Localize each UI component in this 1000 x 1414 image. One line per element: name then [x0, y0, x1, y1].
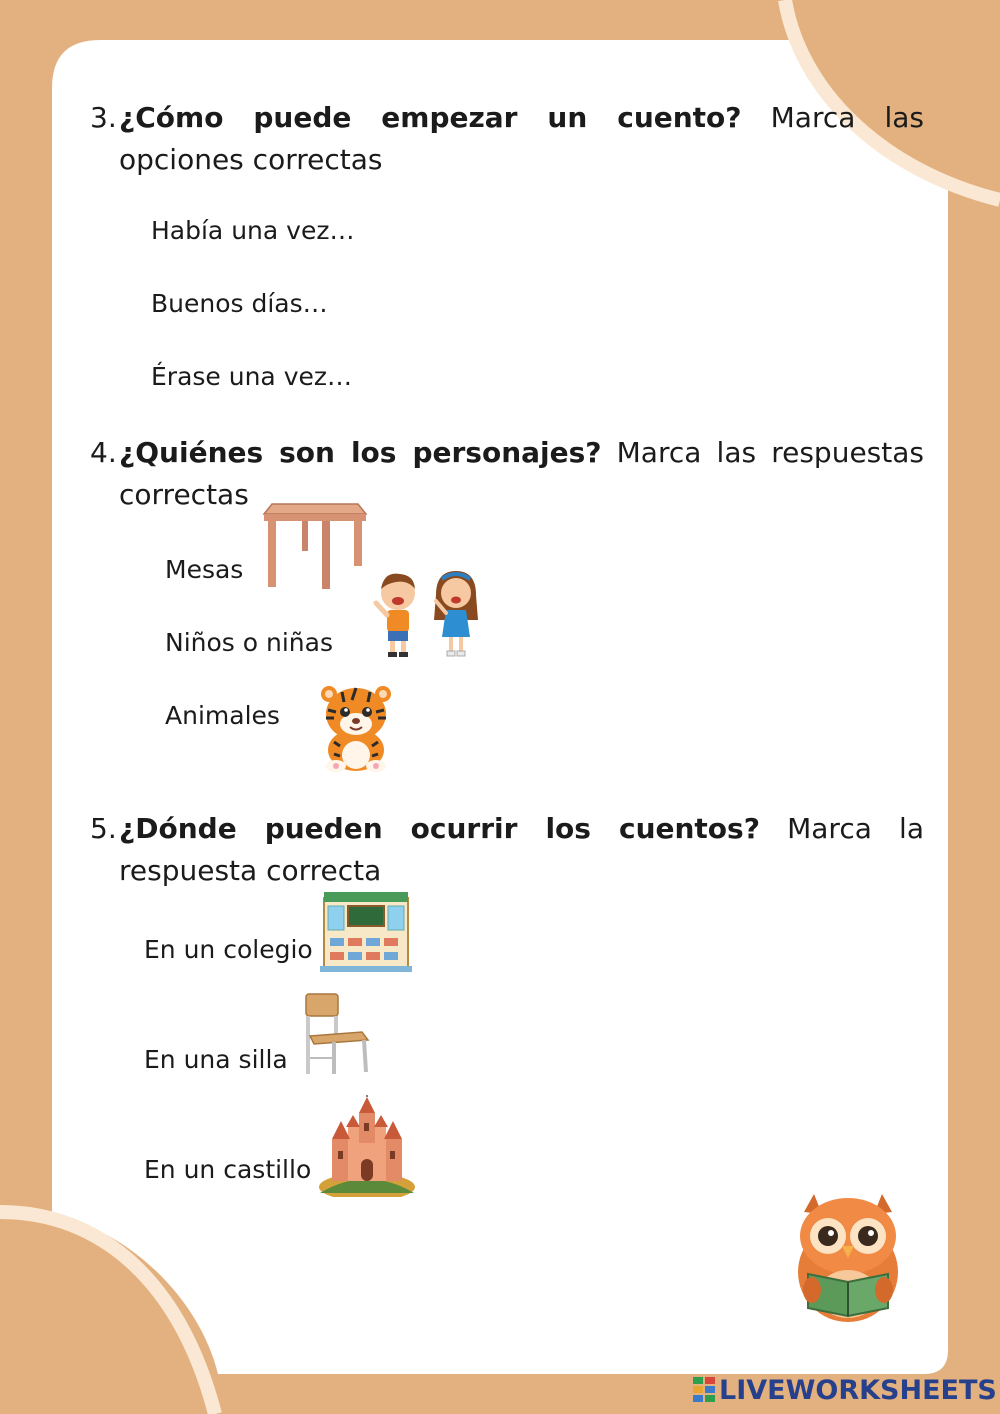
option-en-un-castillo[interactable]: En un castillo: [144, 1155, 312, 1184]
question-instruction: Marca las respuestas correctas: [119, 436, 924, 511]
question-3: [90, 97, 924, 181]
brand-name: LIVEWORKSHEETS: [719, 1374, 997, 1406]
question-4: [90, 432, 924, 516]
question-bold: ¿Cómo puede empezar un cuento?: [119, 101, 742, 134]
question-bold: ¿Dónde pueden ocurrir los cuentos?: [119, 812, 760, 845]
question-instruction: Marca las opciones correctas: [119, 101, 924, 176]
question-bold: ¿Quiénes son los personajes?: [119, 436, 602, 469]
option-buenos-dias[interactable]: Buenos días…: [151, 289, 328, 318]
option-erase-una-vez[interactable]: Érase una vez…: [151, 362, 353, 391]
liveworksheets-logo-icon: [693, 1377, 715, 1403]
school-icon: [320, 888, 412, 974]
question-number: 4.: [90, 436, 117, 469]
liveworksheets-brand: [693, 1374, 997, 1406]
tiger-icon: [312, 680, 400, 774]
option-ninos-o-ninas[interactable]: Niños o niñas: [165, 628, 333, 657]
option-animales[interactable]: Animales: [165, 701, 280, 730]
castle-icon: [318, 1095, 416, 1197]
option-habia-una-vez[interactable]: Había una vez…: [151, 216, 355, 245]
option-en-un-colegio[interactable]: En un colegio: [144, 935, 313, 964]
table-icon: [262, 500, 368, 592]
children-icon: [370, 565, 490, 660]
question-instruction: Marca la respuesta correcta: [119, 812, 924, 887]
option-en-una-silla[interactable]: En una silla: [144, 1045, 288, 1074]
question-number: 5.: [90, 812, 117, 845]
chair-icon: [300, 992, 372, 1076]
question-5: [90, 808, 924, 892]
question-number: 3.: [90, 101, 117, 134]
question-text: [119, 97, 924, 181]
question-text: [119, 808, 924, 892]
option-mesas[interactable]: Mesas: [165, 555, 244, 584]
question-text: [119, 432, 924, 516]
owl-reading-icon: [790, 1190, 906, 1326]
